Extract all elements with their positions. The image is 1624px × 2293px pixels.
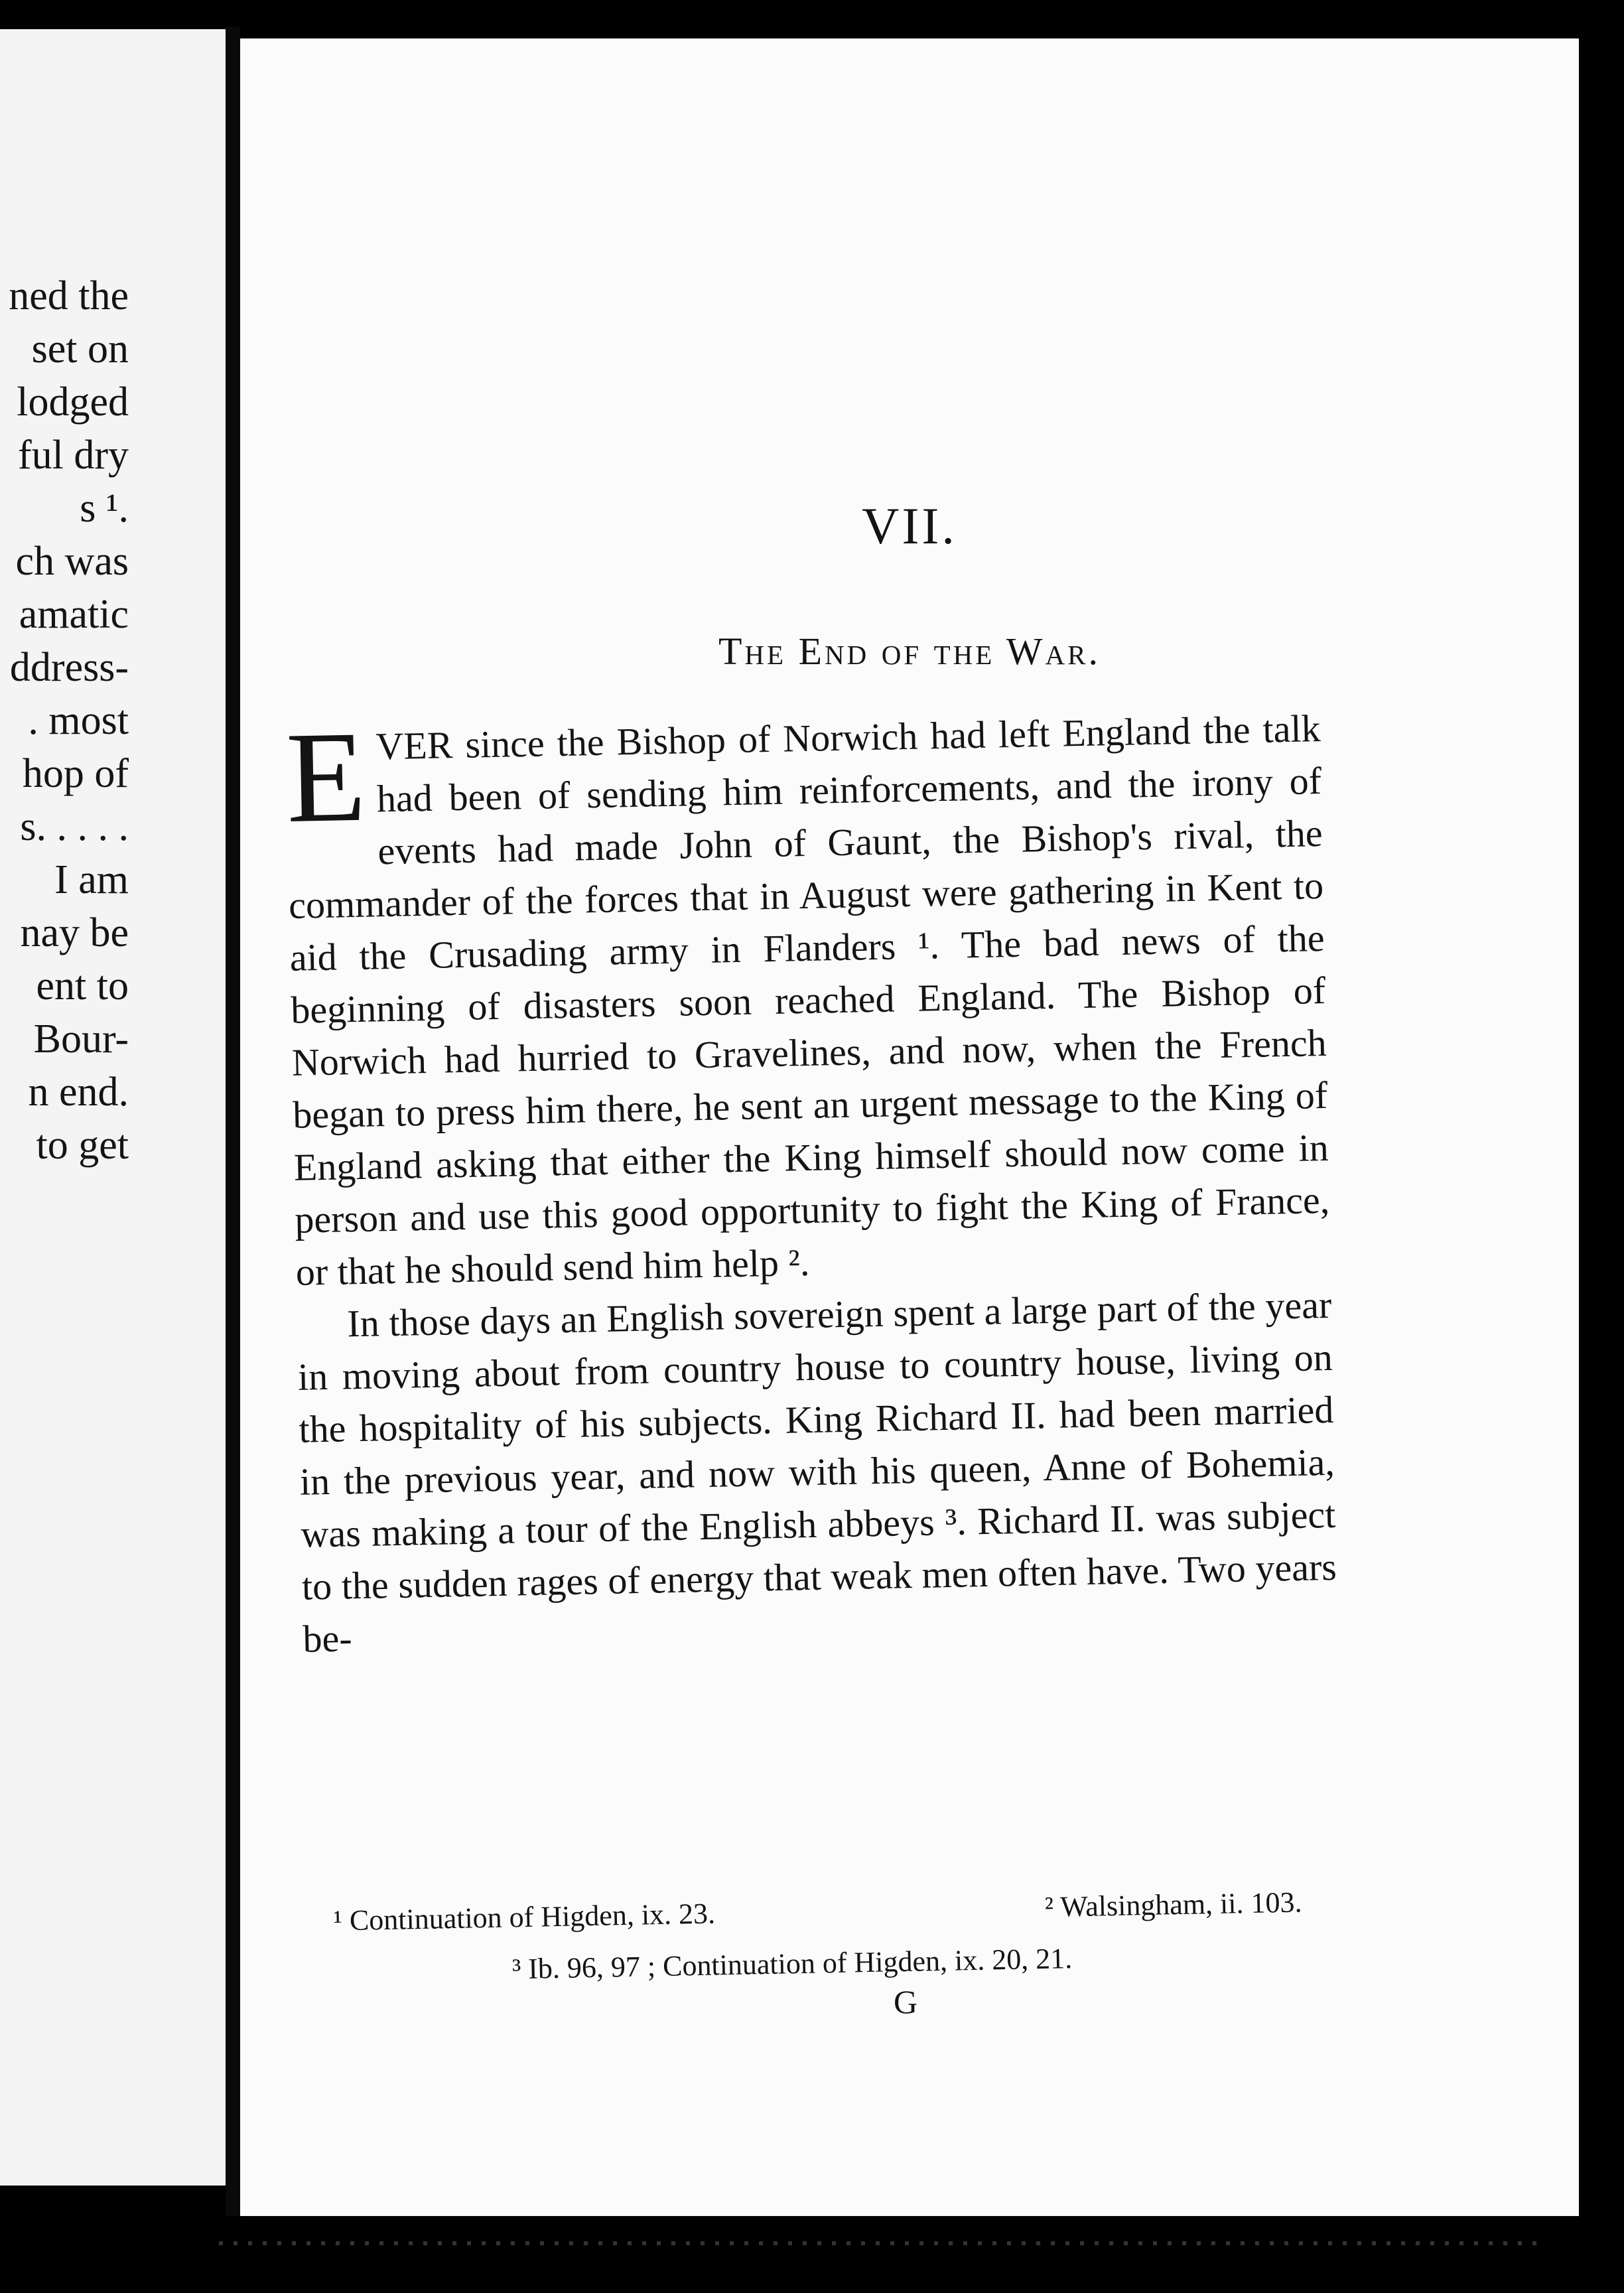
left-line: ned the xyxy=(9,273,129,318)
previous-page-fragment xyxy=(0,29,226,2186)
footnotes xyxy=(280,1876,1317,2000)
book-gutter xyxy=(226,27,240,2216)
left-line: set on xyxy=(31,326,129,372)
footnote-1: ¹ Continuation of Higden, ix. 23. xyxy=(333,1897,716,1937)
book-page xyxy=(240,38,1579,2241)
left-line: I am xyxy=(54,857,129,902)
chapter-title: The End of the War. xyxy=(718,630,1101,673)
paragraph-1 xyxy=(285,702,1331,1298)
left-line: ddress- xyxy=(9,645,129,690)
left-line: amatic xyxy=(19,592,129,637)
left-line: to get xyxy=(36,1123,129,1168)
left-line: n end. xyxy=(28,1070,129,1115)
left-line: . most xyxy=(28,698,129,743)
paragraph-2-text: In those days an English sovereign spent a large part of the year in moving about from country house to country house, living on the hospitality of his subjects. King Richard II. had been married in the previous year, and now with his queen, Anne of Bohemia, was making a tour of the English abbeys ³. Richard II. was subject to the sudden rages of energy that weak men often have. Two years be- xyxy=(297,1283,1337,1661)
lead-word: VER xyxy=(375,723,454,768)
previous-page-text xyxy=(0,269,129,1172)
left-line: s ¹. xyxy=(80,486,129,531)
drop-cap: E xyxy=(285,704,368,850)
footnote-3: ³ Ib. 96, 97 ; Continuation of Higden, ix. 20, 21. xyxy=(511,1942,1073,1986)
left-line: nay be xyxy=(20,910,129,955)
footnote-2: ² Walsingham, ii. 103. xyxy=(1044,1886,1302,1923)
chapter-number: VII. xyxy=(862,497,957,555)
signature-mark: G xyxy=(893,1983,918,2020)
left-line: lodged xyxy=(17,380,129,425)
left-line: ent to xyxy=(36,963,129,1008)
page-edge-texture xyxy=(219,2241,1546,2245)
scan-bottom-edge xyxy=(0,2216,1624,2293)
paragraph-2 xyxy=(297,1279,1338,1665)
left-line: hop of xyxy=(22,751,129,796)
left-line: ful dry xyxy=(17,433,129,478)
left-line: ch was xyxy=(15,539,129,584)
left-line: s. . . . . xyxy=(20,804,129,849)
paragraph-1-text: since the Bishop of Norwich had left England the talk had been of sending him reinforcements, and the irony of events had made John of Gaunt, the Bishop's rival, the commander of the forces that in August were gathering in Kent to aid the Crusading army in Flanders ¹. The bad news of the beginning of disasters soon reached England. The Bishop of Norwich had hurried to Gravelines, and now, when the French began to press him there, he sent an urgent message to the King of England asking that either the King himself should now come in person and use this good opportunity to fight the King of France, or that he should send him help ². xyxy=(288,707,1330,1294)
chapter-body xyxy=(285,702,1338,1665)
left-line: Bour- xyxy=(33,1016,129,1062)
scan-right-edge xyxy=(1579,38,1624,2293)
